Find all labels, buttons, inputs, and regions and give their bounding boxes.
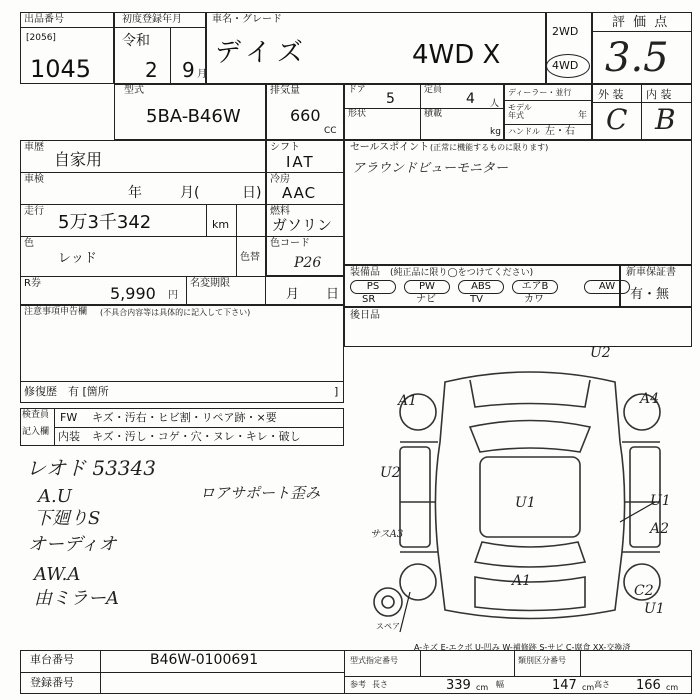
chassis: B46W-0100691 bbox=[150, 652, 259, 668]
mileage-label: 走行 bbox=[24, 206, 44, 217]
form-label: 形状 bbox=[348, 109, 367, 119]
color: レッド bbox=[58, 251, 97, 266]
hand-line2: A.U bbox=[38, 486, 72, 507]
inspection-day: 日) bbox=[242, 185, 262, 201]
load-label: 積載 bbox=[424, 109, 443, 119]
color-label: 色 bbox=[24, 238, 34, 249]
mark-a1-left: A1 bbox=[398, 393, 418, 409]
yen-unit: 円 bbox=[168, 290, 178, 301]
notes-sub: (不具合内容等は具体的に記入して下さい) bbox=[100, 308, 251, 317]
recycle: 5,990 bbox=[110, 284, 156, 303]
ac-label: 冷房 bbox=[270, 174, 290, 185]
height-label: 高さ bbox=[594, 680, 610, 689]
mark-u1-center: U1 bbox=[515, 495, 536, 511]
warranty-label: 新車保証書 bbox=[626, 267, 676, 278]
warranty: 有・無 bbox=[630, 287, 670, 302]
hand-line1: レオド 53343 bbox=[26, 456, 156, 480]
name-change-month: 月 bbox=[286, 287, 300, 302]
fw-label: FW bbox=[60, 411, 78, 424]
registration-label: 登録番号 bbox=[30, 676, 74, 689]
sales-label: セールスポイント bbox=[350, 142, 430, 153]
color-code: P26 bbox=[294, 255, 322, 271]
hand-line6: 由ミラーA bbox=[34, 588, 119, 609]
mark-u1-right: U1 bbox=[650, 493, 671, 509]
interior-items: キズ・汚し・コゲ・穴・ヌレ・キレ・破し bbox=[92, 430, 301, 443]
type-designation-label: 型式指定番号 bbox=[350, 656, 398, 665]
fuel-label: 燃料 bbox=[270, 206, 290, 217]
mileage: 5万3千342 bbox=[58, 212, 152, 233]
height-cm: cm bbox=[666, 683, 679, 692]
color-change-label: 色替 bbox=[240, 252, 260, 263]
shift-label: シフト bbox=[270, 142, 300, 153]
equipment-item-top: AW bbox=[584, 280, 630, 294]
equipment-item-top: PW bbox=[404, 280, 450, 294]
mark-u1-bottom: U1 bbox=[644, 601, 665, 617]
displacement-label: 排気量 bbox=[270, 85, 300, 96]
mark-a2: A2 bbox=[650, 521, 670, 537]
car-name: デイズ bbox=[215, 38, 309, 68]
equipment-item-bottom: カワ bbox=[524, 294, 544, 305]
repair-end: ] bbox=[334, 385, 339, 398]
history: 自家用 bbox=[54, 150, 103, 169]
reg-year: 2 bbox=[145, 58, 158, 82]
inspector-label1: 検査員 bbox=[22, 410, 50, 420]
shift: IAT bbox=[286, 153, 315, 171]
ref-label: 参考 bbox=[350, 680, 366, 689]
equipment-sub: (純正品に限り◯をつけてください) bbox=[390, 268, 534, 278]
handle-label: ハンドル bbox=[508, 127, 540, 136]
legend: A-キズ E-エクボ U-凹み W-補修跡 S-サビ C-腐食 XX-交換済 bbox=[414, 643, 631, 652]
door-label: ドア bbox=[348, 85, 366, 95]
fw-items: キズ・汚右・ヒビ割・リペア跡・×要 bbox=[92, 411, 277, 424]
sales-sub: (正常に機能するものに限ります) bbox=[430, 143, 549, 152]
name-change-day: 日 bbox=[326, 287, 340, 302]
equipment-item-bottom: TV bbox=[470, 294, 483, 305]
lot-number: 1045 bbox=[30, 55, 92, 83]
inspection-year: 年 bbox=[128, 185, 142, 201]
mark-u2-top: U2 bbox=[590, 345, 611, 361]
repair-label: 修復歴 bbox=[24, 385, 57, 398]
equipment-item-top: PS bbox=[350, 280, 396, 294]
capacity-unit: 人 bbox=[490, 99, 500, 109]
hand-line3: 下廻りS bbox=[34, 508, 101, 529]
mark-a4: A4 bbox=[640, 391, 660, 407]
handle: 左・右 bbox=[545, 126, 575, 137]
lot-label: 出品番号 bbox=[24, 14, 64, 25]
hand-line4: オーディオ bbox=[28, 534, 117, 555]
history-label: 車歴 bbox=[24, 142, 44, 153]
hand-line5: AW.A bbox=[34, 564, 81, 585]
era: 令和 bbox=[122, 33, 150, 49]
exterior-grade: C bbox=[606, 103, 628, 136]
inspection-month: 月( bbox=[180, 185, 200, 201]
model-label: 型式 bbox=[124, 85, 144, 96]
mark-a3: サスA3 bbox=[370, 529, 404, 540]
name-label: 車名・グレード bbox=[212, 14, 282, 25]
sales-point: アラウンドビューモニター bbox=[352, 161, 509, 176]
kg-unit: kg bbox=[490, 127, 501, 137]
fuel: ガソリン bbox=[272, 216, 333, 234]
afterfit-label: 後日品 bbox=[350, 310, 380, 321]
drive-2wd: 2WD bbox=[552, 25, 579, 38]
exterior-label: 外 装 bbox=[598, 88, 624, 101]
mark-u2-left: U2 bbox=[380, 465, 401, 481]
notes-label: 注意事項申告欄 bbox=[24, 307, 88, 317]
equipment-item-top: ABS bbox=[458, 280, 504, 294]
equipment-item-bottom: SR bbox=[362, 294, 376, 305]
reg-month: 9 bbox=[182, 58, 195, 82]
drive-4wd-circle bbox=[546, 54, 590, 78]
ac: AAC bbox=[282, 184, 317, 202]
score-label: 評 価 点 bbox=[612, 15, 670, 30]
model-year-label: モデル年式 bbox=[508, 103, 532, 120]
rear-note: ロアサポート歪み bbox=[200, 484, 321, 502]
recycle-label: R券 bbox=[24, 278, 41, 289]
equipment-item-top: エアB bbox=[512, 280, 558, 294]
month-unit: 月 bbox=[197, 69, 207, 80]
chassis-label: 車台番号 bbox=[30, 653, 74, 666]
width-cm: cm bbox=[582, 683, 595, 692]
score-value: 3.5 bbox=[605, 35, 669, 81]
dealer-label: ディーラー・並行 bbox=[508, 88, 572, 97]
sales-box bbox=[344, 140, 692, 265]
lot-sub: [2056] bbox=[26, 33, 56, 43]
mark-spare: スペア bbox=[376, 622, 400, 631]
reg-label: 初度登録年月 bbox=[122, 14, 182, 25]
inspection-label: 車検 bbox=[24, 174, 44, 185]
model: 5BA-B46W bbox=[146, 106, 241, 127]
name-change-label: 名変期限 bbox=[190, 278, 230, 289]
equipment-label: 装備品 bbox=[350, 267, 380, 278]
mark-c2: C2 bbox=[634, 583, 654, 599]
equipment-item-bottom: ナビ bbox=[416, 294, 436, 305]
width-label: 幅 bbox=[496, 680, 504, 689]
year-unit: 年 bbox=[578, 111, 588, 121]
capacity-label: 定員 bbox=[424, 85, 443, 95]
category-label: 類別区分番号 bbox=[518, 656, 566, 665]
color-code-label: 色コード bbox=[270, 238, 310, 249]
doors: 5 bbox=[386, 91, 395, 107]
interior-label: 内 装 bbox=[646, 88, 672, 101]
repair-value: 有 [箇所 bbox=[68, 385, 109, 398]
length-label: 長さ bbox=[372, 680, 388, 689]
drive-4wd: 4WD bbox=[552, 59, 579, 72]
interior-inspect-label: 内装 bbox=[58, 430, 80, 443]
length-cm: cm bbox=[476, 683, 489, 692]
displacement: 660 bbox=[290, 106, 321, 125]
cc-unit: CC bbox=[324, 126, 337, 136]
inspector-label2: 記入欄 bbox=[22, 427, 50, 437]
height: 166 bbox=[636, 678, 661, 693]
grade: 4WD X bbox=[412, 40, 501, 70]
mark-a1-rear: A1 bbox=[512, 573, 532, 589]
afterfit-box bbox=[344, 307, 692, 347]
length: 339 bbox=[446, 678, 471, 693]
width: 147 bbox=[552, 678, 577, 693]
interior-grade: B bbox=[655, 103, 676, 136]
capacity: 4 bbox=[466, 91, 475, 107]
km-unit: km bbox=[212, 218, 230, 231]
